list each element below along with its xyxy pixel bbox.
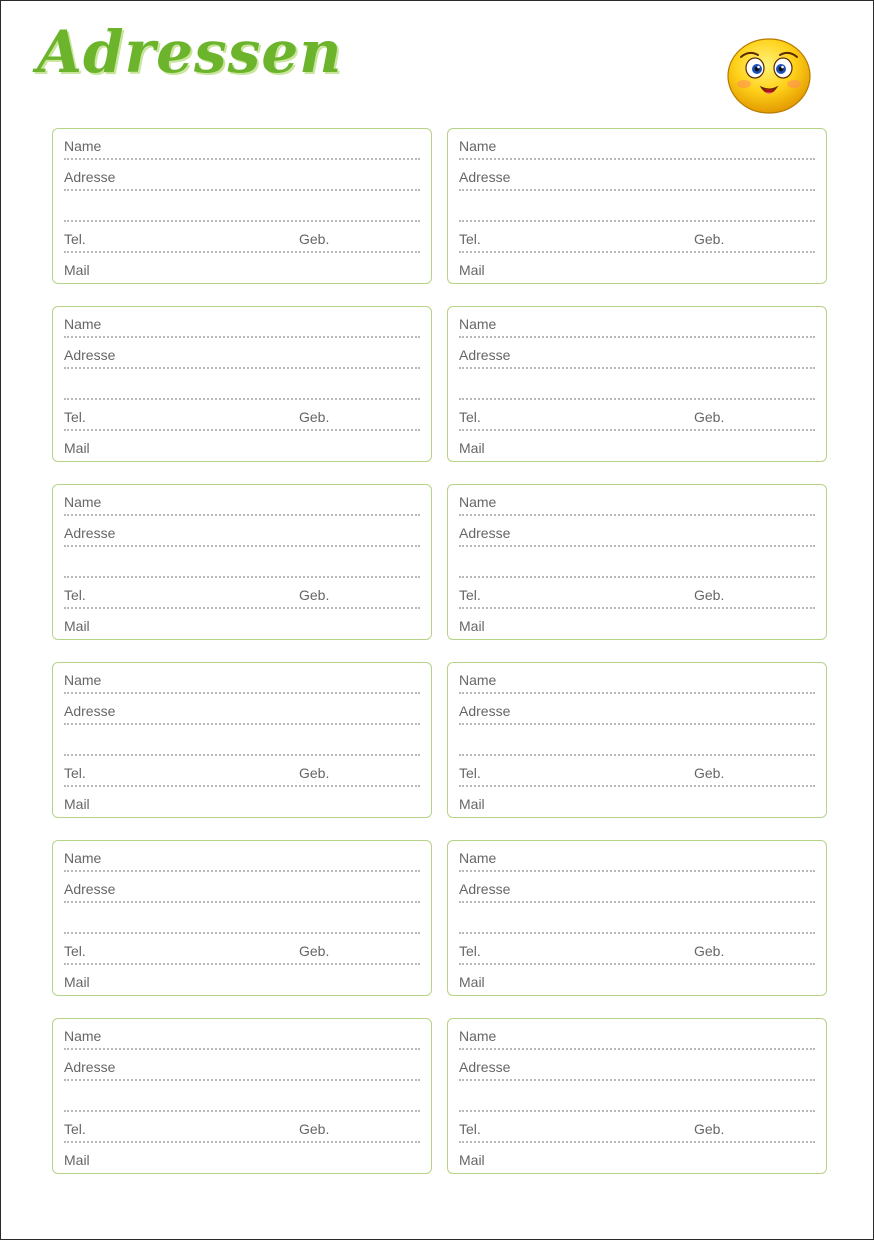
phone-label: Tel. [64, 943, 86, 959]
address-label: Adresse [64, 881, 116, 897]
phone-birthday-line[interactable] [64, 251, 420, 253]
phone-birthday-line[interactable] [459, 251, 815, 253]
name-line[interactable] [64, 692, 420, 694]
name-label: Name [64, 1028, 102, 1044]
address-card [447, 128, 827, 284]
address-card [52, 128, 432, 284]
name-line[interactable] [459, 1048, 815, 1050]
birthday-label: Geb. [694, 765, 725, 781]
name-label: Name [459, 138, 497, 154]
address-label: Adresse [64, 1059, 116, 1075]
name-label: Name [459, 1028, 497, 1044]
smiling-face-icon [725, 37, 813, 115]
address-line-1[interactable] [64, 367, 420, 369]
address-label: Adresse [64, 525, 116, 541]
phone-birthday-line[interactable] [64, 429, 420, 431]
name-line[interactable] [459, 870, 815, 872]
address-card [447, 662, 827, 818]
name-line[interactable] [459, 692, 815, 694]
address-line-2[interactable] [64, 932, 420, 934]
birthday-label: Geb. [694, 943, 725, 959]
mail-label: Mail [459, 440, 485, 456]
name-line[interactable] [459, 158, 815, 160]
address-label: Adresse [459, 525, 511, 541]
address-line-2[interactable] [459, 1110, 815, 1112]
phone-label: Tel. [64, 1121, 86, 1137]
mail-label: Mail [459, 796, 485, 812]
address-label: Adresse [459, 347, 511, 363]
address-card [447, 484, 827, 640]
name-label: Name [64, 672, 102, 688]
phone-birthday-line[interactable] [459, 963, 815, 965]
phone-birthday-line[interactable] [64, 1141, 420, 1143]
birthday-label: Geb. [299, 943, 330, 959]
phone-label: Tel. [64, 409, 86, 425]
name-line[interactable] [459, 514, 815, 516]
mail-label: Mail [459, 1152, 485, 1168]
address-line-2[interactable] [459, 932, 815, 934]
address-card [52, 840, 432, 996]
phone-label: Tel. [459, 231, 481, 247]
address-line-2[interactable] [64, 398, 420, 400]
address-card [52, 1018, 432, 1174]
name-label: Name [64, 316, 102, 332]
address-card [447, 840, 827, 996]
phone-label: Tel. [459, 587, 481, 603]
address-card-grid [52, 128, 827, 1174]
mail-label: Mail [64, 440, 90, 456]
phone-label: Tel. [64, 231, 86, 247]
birthday-label: Geb. [694, 409, 725, 425]
phone-birthday-line[interactable] [459, 785, 815, 787]
address-label: Adresse [459, 1059, 511, 1075]
name-line[interactable] [64, 514, 420, 516]
address-line-1[interactable] [459, 1079, 815, 1081]
name-label: Name [64, 494, 102, 510]
address-line-2[interactable] [459, 220, 815, 222]
mail-label: Mail [64, 974, 90, 990]
address-line-1[interactable] [64, 901, 420, 903]
address-line-1[interactable] [459, 901, 815, 903]
address-label: Adresse [64, 169, 116, 185]
phone-birthday-line[interactable] [64, 963, 420, 965]
phone-label: Tel. [64, 765, 86, 781]
phone-birthday-line[interactable] [459, 1141, 815, 1143]
address-line-1[interactable] [64, 723, 420, 725]
birthday-label: Geb. [694, 231, 725, 247]
mail-label: Mail [64, 796, 90, 812]
address-line-1[interactable] [64, 545, 420, 547]
address-card [52, 662, 432, 818]
mail-label: Mail [459, 974, 485, 990]
name-line[interactable] [64, 158, 420, 160]
birthday-label: Geb. [299, 587, 330, 603]
address-line-2[interactable] [459, 576, 815, 578]
phone-birthday-line[interactable] [459, 429, 815, 431]
name-line[interactable] [64, 870, 420, 872]
name-line[interactable] [459, 336, 815, 338]
address-line-1[interactable] [459, 367, 815, 369]
mail-label: Mail [459, 618, 485, 634]
mail-label: Mail [64, 262, 90, 278]
address-card [52, 484, 432, 640]
name-label: Name [64, 850, 102, 866]
mail-label: Mail [64, 618, 90, 634]
name-label: Name [64, 138, 102, 154]
name-label: Name [459, 850, 497, 866]
birthday-label: Geb. [299, 765, 330, 781]
address-label: Adresse [64, 703, 116, 719]
address-line-1[interactable] [64, 189, 420, 191]
address-line-1[interactable] [459, 723, 815, 725]
phone-label: Tel. [64, 587, 86, 603]
birthday-label: Geb. [299, 1121, 330, 1137]
birthday-label: Geb. [694, 1121, 725, 1137]
phone-birthday-line[interactable] [459, 607, 815, 609]
phone-label: Tel. [459, 943, 481, 959]
address-label: Adresse [64, 347, 116, 363]
name-line[interactable] [64, 336, 420, 338]
mail-label: Mail [64, 1152, 90, 1168]
birthday-label: Geb. [694, 587, 725, 603]
address-line-2[interactable] [459, 754, 815, 756]
page-title: Adressen [37, 18, 343, 86]
phone-label: Tel. [459, 1121, 481, 1137]
name-label: Name [459, 316, 497, 332]
address-label: Adresse [459, 169, 511, 185]
name-label: Name [459, 672, 497, 688]
mail-label: Mail [459, 262, 485, 278]
name-label: Name [459, 494, 497, 510]
address-line-2[interactable] [64, 576, 420, 578]
address-line-1[interactable] [459, 545, 815, 547]
name-line[interactable] [64, 1048, 420, 1050]
address-line-2[interactable] [64, 220, 420, 222]
phone-label: Tel. [459, 765, 481, 781]
address-label: Adresse [459, 703, 511, 719]
phone-birthday-line[interactable] [64, 607, 420, 609]
address-card [52, 306, 432, 462]
birthday-label: Geb. [299, 409, 330, 425]
address-line-1[interactable] [459, 189, 815, 191]
address-line-2[interactable] [64, 754, 420, 756]
phone-label: Tel. [459, 409, 481, 425]
address-line-2[interactable] [459, 398, 815, 400]
address-card [447, 1018, 827, 1174]
birthday-label: Geb. [299, 231, 330, 247]
address-line-1[interactable] [64, 1079, 420, 1081]
address-label: Adresse [459, 881, 511, 897]
phone-birthday-line[interactable] [64, 785, 420, 787]
address-line-2[interactable] [64, 1110, 420, 1112]
address-card [447, 306, 827, 462]
